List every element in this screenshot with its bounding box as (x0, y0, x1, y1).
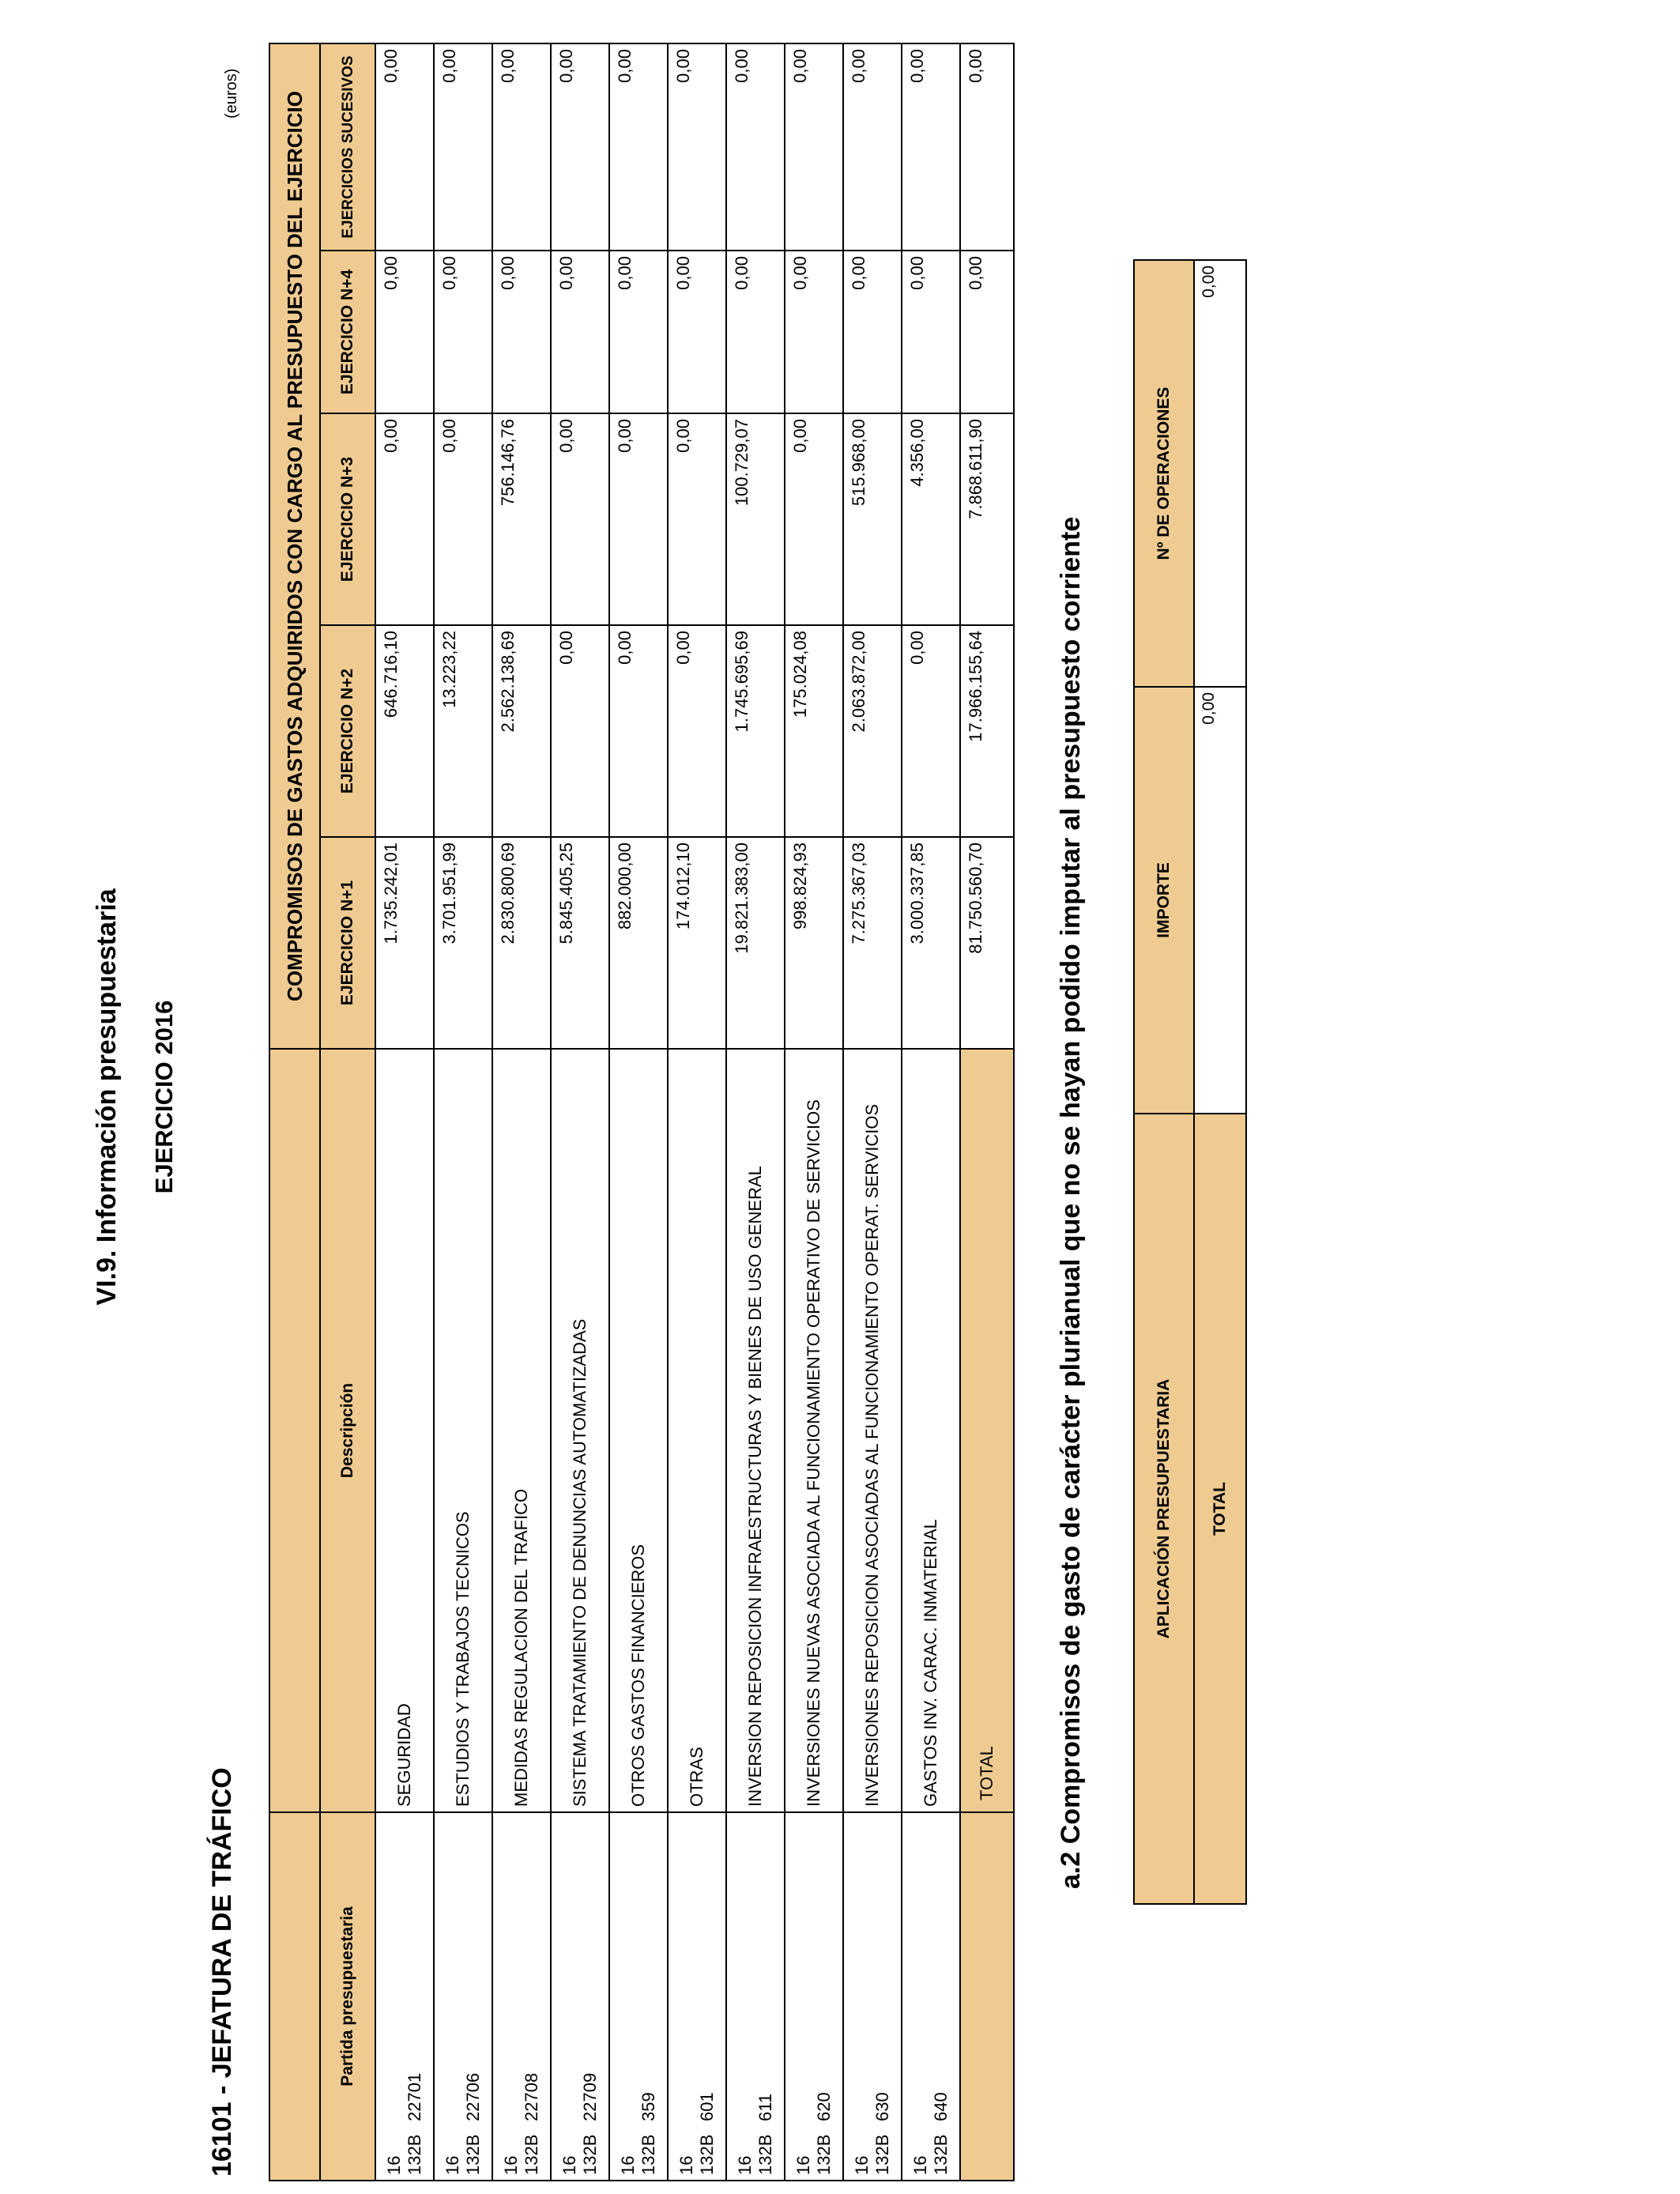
concept-code: 611 (755, 2093, 775, 2121)
organism-title: 16101 - JEFATURA DE TRÁFICO (207, 1767, 237, 2177)
a2-total-row (1194, 260, 1246, 1904)
n4-cell: 0,00 (785, 251, 843, 413)
total-label: TOTAL (960, 1049, 1014, 1812)
n1-cell: 19.821.383,00 (726, 837, 785, 1049)
units-label: (euros) (223, 68, 240, 119)
sucesivos-cell: 0,00 (375, 43, 434, 251)
n4-cell: 0,00 (609, 251, 668, 413)
total-row (960, 43, 1014, 2181)
concept-code: 640 (931, 2092, 951, 2121)
header-partida: Partida presupuestaria (320, 1812, 375, 2181)
table-row (609, 43, 668, 2181)
n3-cell: 515.968,00 (843, 413, 902, 625)
n2-cell: 13.223,22 (434, 625, 492, 837)
description-cell: INVERSION REPOSICION INFRAESTRUCTURAS Y BIENES DE USO GENERAL (726, 1049, 785, 1812)
description-cell: SISTEMA TRATAMIENTO DE DENUNCIAS AUTOMATIZADAS (551, 1049, 609, 1812)
total-n2: 17.966.155,64 (960, 625, 1014, 837)
n4-cell: 0,00 (434, 251, 492, 413)
n3-cell: 0,00 (551, 413, 609, 625)
total-n3: 7.868.611,90 (960, 413, 1014, 625)
description-cell: INVERSIONES REPOSICION ASOCIADAS AL FUNCIONAMIENTO OPERAT. SERVICIOS (843, 1049, 902, 1812)
n1-cell: 3.000.337,85 (902, 837, 960, 1049)
description-cell: GASTOS INV. CARAC. INMATERIAL (902, 1049, 960, 1812)
a2-total-importe: 0,00 (1194, 687, 1246, 1114)
description-cell: OTRAS (668, 1049, 726, 1812)
table-row (785, 43, 843, 2181)
concept-code: 601 (697, 2092, 717, 2121)
exercise-title: EJERCICIO 2016 (150, 1000, 178, 1194)
n2-cell: 2.063.872,00 (843, 625, 902, 837)
group-header: COMPROMISOS DE GASTOS ADQUIRIDOS CON CARGO AL PRESUPUESTO DEL EJERCICIO (269, 43, 320, 1049)
program-code: 16 132B (443, 2134, 483, 2175)
header-aplicacion: APLICACIÓN PRESUPUESTARIA (1134, 1114, 1194, 1904)
header-importe: IMPORTE (1134, 687, 1194, 1114)
header-n1: EJERCICIO N+1 (320, 837, 375, 1049)
total-n4: 0,00 (960, 251, 1014, 413)
sucesivos-cell: 0,00 (843, 43, 902, 251)
sucesivos-cell: 0,00 (726, 43, 785, 251)
description-cell: MEDIDAS REGULACION DEL TRAFICO (492, 1049, 551, 1812)
n4-cell: 0,00 (843, 251, 902, 413)
program-code: 16 132B (793, 2134, 834, 2175)
sucesivos-cell: 0,00 (668, 43, 726, 251)
concept-code: 22708 (522, 2072, 541, 2121)
n2-cell: 175.024,08 (785, 625, 843, 837)
partida-cell (726, 1812, 785, 2181)
program-code: 16 132B (735, 2134, 775, 2175)
n3-cell: 100.729,07 (726, 413, 785, 625)
sucesivos-cell: 0,00 (785, 43, 843, 251)
header-blank (269, 1049, 320, 1812)
program-code: 16 132B (384, 2134, 424, 2175)
n3-cell: 0,00 (785, 413, 843, 625)
header-n2: EJERCICIO N+2 (320, 625, 375, 837)
n2-cell: 0,00 (902, 625, 960, 837)
page-title: VI.9. Información presupuestaria (92, 888, 122, 1306)
program-code: 16 132B (559, 2134, 600, 2175)
description-cell: ESTUDIOS Y TRABAJOS TECNICOS (434, 1049, 492, 1812)
partida-cell (668, 1812, 726, 2181)
table-row (668, 43, 726, 2181)
section-a2-title: a.2 Compromisos de gasto de carácter plurianual que no se hayan podido imputar al presupuesto corriente (1056, 516, 1086, 1889)
n4-cell: 0,00 (551, 251, 609, 413)
n4-cell: 0,00 (726, 251, 785, 413)
sucesivos-cell: 0,00 (434, 43, 492, 251)
program-code: 16 132B (676, 2134, 717, 2175)
table-row (551, 43, 609, 2181)
total-n1: 81.750.560,70 (960, 837, 1014, 1049)
table-row (434, 43, 492, 2181)
commitments-table (269, 43, 1015, 2181)
a2-total-label: TOTAL (1194, 1114, 1246, 1904)
sucesivos-cell: 0,00 (902, 43, 960, 251)
partida-cell (843, 1812, 902, 2181)
n2-cell: 0,00 (668, 625, 726, 837)
n3-cell: 4.356,00 (902, 413, 960, 625)
n3-cell: 756.146,76 (492, 413, 551, 625)
table-row (492, 43, 551, 2181)
program-code: 16 132B (618, 2134, 658, 2175)
n1-cell: 998.824,93 (785, 837, 843, 1049)
program-code: 16 132B (910, 2134, 951, 2175)
partida-cell (492, 1812, 551, 2181)
concept-code: 22701 (405, 2072, 424, 2121)
n4-cell: 0,00 (902, 251, 960, 413)
header-n4: EJERCICIO N+4 (320, 251, 375, 413)
n2-cell: 0,00 (551, 625, 609, 837)
total-blank (960, 1812, 1014, 2181)
header-descripcion: Descripción (320, 1049, 375, 1812)
n1-cell: 7.275.367,03 (843, 837, 902, 1049)
n2-cell: 646.716,10 (375, 625, 434, 837)
concept-code: 22706 (463, 2072, 483, 2121)
partida-cell (785, 1812, 843, 2181)
partida-cell (434, 1812, 492, 2181)
concept-code: 620 (814, 2092, 834, 2121)
header-operaciones: Nº DE OPERACIONES (1134, 260, 1194, 687)
concept-code: 359 (638, 2092, 658, 2121)
description-cell: INVERSIONES NUEVAS ASOCIADA AL FUNCIONAMIENTO OPERATIVO DE SERVICIOS (785, 1049, 843, 1812)
partida-cell (375, 1812, 434, 2181)
n4-cell: 0,00 (668, 251, 726, 413)
table-row (902, 43, 960, 2181)
n3-cell: 0,00 (375, 413, 434, 625)
a2-total-operaciones: 0,00 (1194, 260, 1246, 687)
n2-cell: 1.745.695,69 (726, 625, 785, 837)
n3-cell: 0,00 (668, 413, 726, 625)
n2-cell: 2.562.138,69 (492, 625, 551, 837)
n4-cell: 0,00 (375, 251, 434, 413)
n3-cell: 0,00 (609, 413, 668, 625)
sucesivos-cell: 0,00 (551, 43, 609, 251)
partida-cell (902, 1812, 960, 2181)
n2-cell: 0,00 (609, 625, 668, 837)
partida-cell (551, 1812, 609, 2181)
table-row (375, 43, 434, 2181)
n1-cell: 1.735.242,01 (375, 837, 434, 1049)
header-sucesivos: EJERCICIOS SUCESIVOS (320, 43, 375, 251)
sucesivos-cell: 0,00 (609, 43, 668, 251)
table-row (843, 43, 902, 2181)
sucesivos-cell: 0,00 (492, 43, 551, 251)
n4-cell: 0,00 (492, 251, 551, 413)
concept-code: 22709 (580, 2072, 600, 2121)
plurianual-table (1133, 259, 1247, 1905)
description-cell: OTROS GASTOS FINANCIEROS (609, 1049, 668, 1812)
total-sucesivos: 0,00 (960, 43, 1014, 251)
program-code: 16 132B (852, 2134, 892, 2175)
description-cell: SEGURIDAD (375, 1049, 434, 1812)
n3-cell: 0,00 (434, 413, 492, 625)
program-code: 16 132B (501, 2134, 541, 2175)
n1-cell: 5.845.405,25 (551, 837, 609, 1049)
header-blank (269, 1812, 320, 2181)
table-body (375, 43, 960, 2181)
n1-cell: 174.012,10 (668, 837, 726, 1049)
n1-cell: 2.830.800,69 (492, 837, 551, 1049)
header-n3: EJERCICIO N+3 (320, 413, 375, 625)
n1-cell: 3.701.951,99 (434, 837, 492, 1049)
partida-cell (609, 1812, 668, 2181)
concept-code: 630 (872, 2092, 892, 2121)
n1-cell: 882.000,00 (609, 837, 668, 1049)
table-row (726, 43, 785, 2181)
